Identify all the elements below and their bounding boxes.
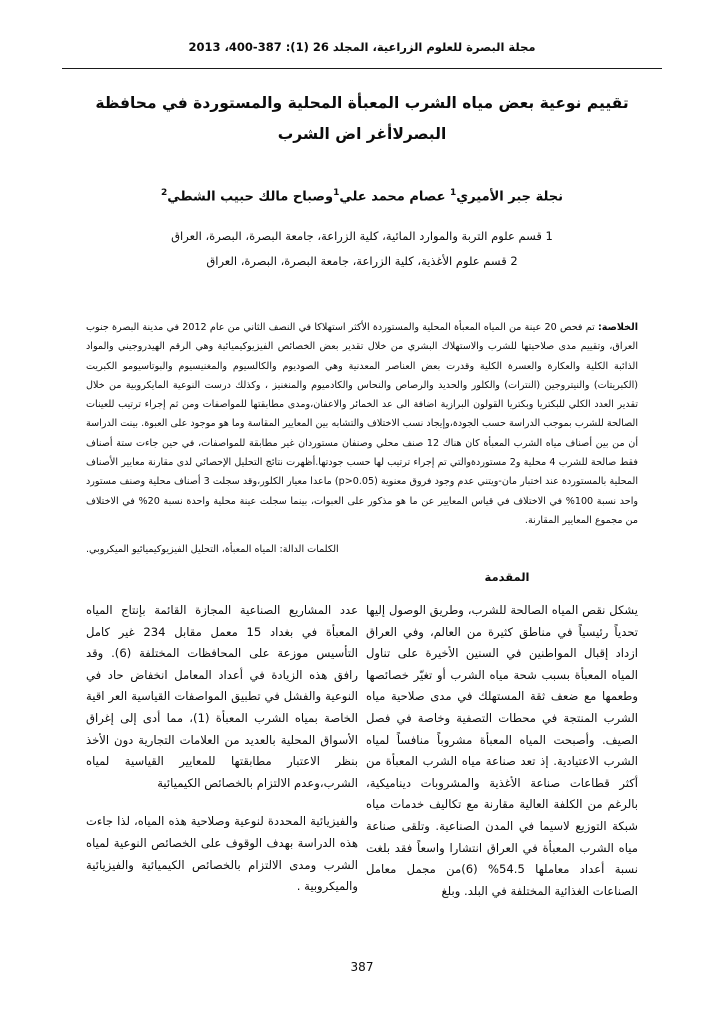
abstract-body: تم فحص 20 عينة من المياه المعبأة المحلية والمستوردة الأكثر استهلاكا في النصف الثاني من عام 2012 في مدينة البصرة جنوب العراق، وتقييم مدى صلاحيتها للشرب والاستهلاك البشري من خلال تقدير بعض الخصائص الفيزيوكيميائية وهي الرقم الهيدروجيني والمواد الذائبة الكلية والعكارة والعسرة الكلية وقدرت بعض العناصر المعدنية وهي الصوديوم والكالسيوم والمغنيسيوم والبوتاسيومو الكبريت (الكبريتات) والنيتروجين (النترات) والكلور والحديد والرصاص والنحاس والكادميوم والمنغنيز ، وكذلك درست النوعية المايكروبية من خلال تقدير العدد الكلي للبكتريا وبكتريا القولون البرازية اضافة الى عد الخمائر والاعفان،ومدى مطابقتها للمواصفات ومن ثم إجراء ترتيب للعينات الصالحة للشرب بموجب الدراسة حسب الجودة،وإيجاد نسب الاختلاف والتشابه بين المعايير المقاسة وما هو موجود على العبوة. بينت الدراسة أن من بين أصناف مياه الشرب المعبأة كان هناك 12 صنف محلي وصنفان مستوردان غير مطابقة للمواصفات، في حين جاءت ستة أصناف فقط صالحة للشرب 4 محلية و2 مستوردةوالتي تم إجراء ترتيب لها حسب جودتها.أظهرت نتائج التحليل الإحصائي لدى مقارنة معايير الأصناف المحلية بالمستوردة عند اختبار مان-ويتني عدم وجود فروق معنوية (p>0.05) ماعدا معيار الكلور،وقد سجلت 3 أصناف محلية وصنف مستورد واحد نسبة 100% في الاختلاف في قياس المعايير عن ما هو مذكور على العبوات، بينما سجلت عينة محلية واحدة نسبة 20% في الاختلاف من مجموع المعايير المقارنة. bbox=[86, 322, 638, 526]
keywords-line: الكلمات الدالة: المياه المعبأة، التحليل الفيزيوكيميائيو الميكروبي. bbox=[86, 544, 339, 555]
page-number: 387 bbox=[350, 960, 374, 974]
intro-paragraph-left-2: والفيزيائية المحددة لنوعية وصلاحية هذه المياه، لذا جاءت هذه الدراسة بهدف الوقوف على الخصائص النوعية لمياه الشرب ومدى الالتزام بالخصائص الكيميائية والفيزيائية والميكروبية . bbox=[86, 814, 358, 894]
affiliation-2: 2 قسم علوم الأغذية، كلية الزراعة، جامعة البصرة، البصرة، العراق bbox=[206, 254, 518, 268]
intro-paragraph-left-1: عدد المشاريع الصناعية المجازة القائمة بإنتاج المياه المعبأة في بغداد 15 معمل مقابل 234 غير كامل التأسيس موزعة على المحافظات المختلفة (6). وقد رافق هذه الزيادة في أعداد المعامل انخفاض حاد في النوعية والفشل في تطبيق المواصفات القياسية العر اقية الخاصة بمياه الشرب المعبأة (1)، مما أدى إلى إغراق الأسواق المحلية بالعديد من العلامات التجارية دون الأخذ بنظر الاعتبار مطابقتها للمعايير القياسية لمياه الشرب،وعدم الالتزام بالخصائص الكيميائية bbox=[86, 603, 358, 790]
author-2-name: عصام محمد علي bbox=[339, 189, 450, 205]
title-line-2: البصرلاأغر اض الشرب bbox=[277, 125, 447, 143]
author-1-name: نجلة جبر الأميري bbox=[456, 189, 564, 205]
affiliation-1: 1 قسم علوم التربة والموارد المائية، كلية الزراعة، جامعة البصرة، البصرة، العراق bbox=[171, 229, 553, 243]
body-column-left bbox=[86, 600, 358, 898]
abstract-section bbox=[86, 318, 638, 530]
title-line-1: تقييم نوعية بعض مياه الشرب المعبأة المحلية والمستوردة في محافظة bbox=[95, 94, 629, 112]
affiliation-list bbox=[64, 224, 660, 274]
abstract-label: الخلاصة: bbox=[597, 322, 638, 333]
introduction-heading: المقدمة bbox=[484, 570, 530, 584]
author-3-name: وصباح مالك حبيب الشطي bbox=[167, 189, 334, 205]
author-3-affil-marker: 2 bbox=[160, 188, 168, 198]
running-head: مجلة البصرة للعلوم الزراعية، المجلد 26 (1): 387-400، 2013 bbox=[188, 40, 536, 54]
body-column-right bbox=[366, 600, 638, 902]
article-title bbox=[64, 88, 660, 150]
header-divider bbox=[62, 68, 662, 69]
intro-paragraph-right: يشكل نقص المياه الصالحة للشرب، وطريق الوصول إليها تحدياً رئيسياً في مناطق كثيرة من العالم، وفي العراق ازداد إقبال المواطنين في السنين الأخيرة على تناول المياه المعبأة بسبب شحة مياه الشرب أو تغيّر خصائصها وطعمها مع ضعف ثقة المستهلك في مدى صلاحية مياه الشرب المنتجة في محطات التصفية وخاصة في فصل الصيف. وأصبحت المياه المعبأة مشروباً منافساً لمياه الشرب الاعتيادية. إذ تعد صناعة مياه الشرب المعبأة من أكثر قطاعات صناعة الأغذية والمشروبات ديناميكية، بالرغم من الكلفة العالية مقارنة مع تكاليف خدمات مياه شبكة التوزيع لاسيما في المدن الصناعية. وتلقى صناعة مياه الشرب المعبأة في العراق انتشارا واسعاً فقد بلغت نسبة أعداد معاملها 54.5% (6)من مجمل معامل الصناعات الغذائية المختلفة في البلد. وبلغ bbox=[366, 603, 638, 898]
author-1-affil-marker: 1 bbox=[450, 188, 457, 198]
author-2-affil-marker: 1 bbox=[333, 188, 340, 198]
author-list bbox=[64, 188, 660, 204]
